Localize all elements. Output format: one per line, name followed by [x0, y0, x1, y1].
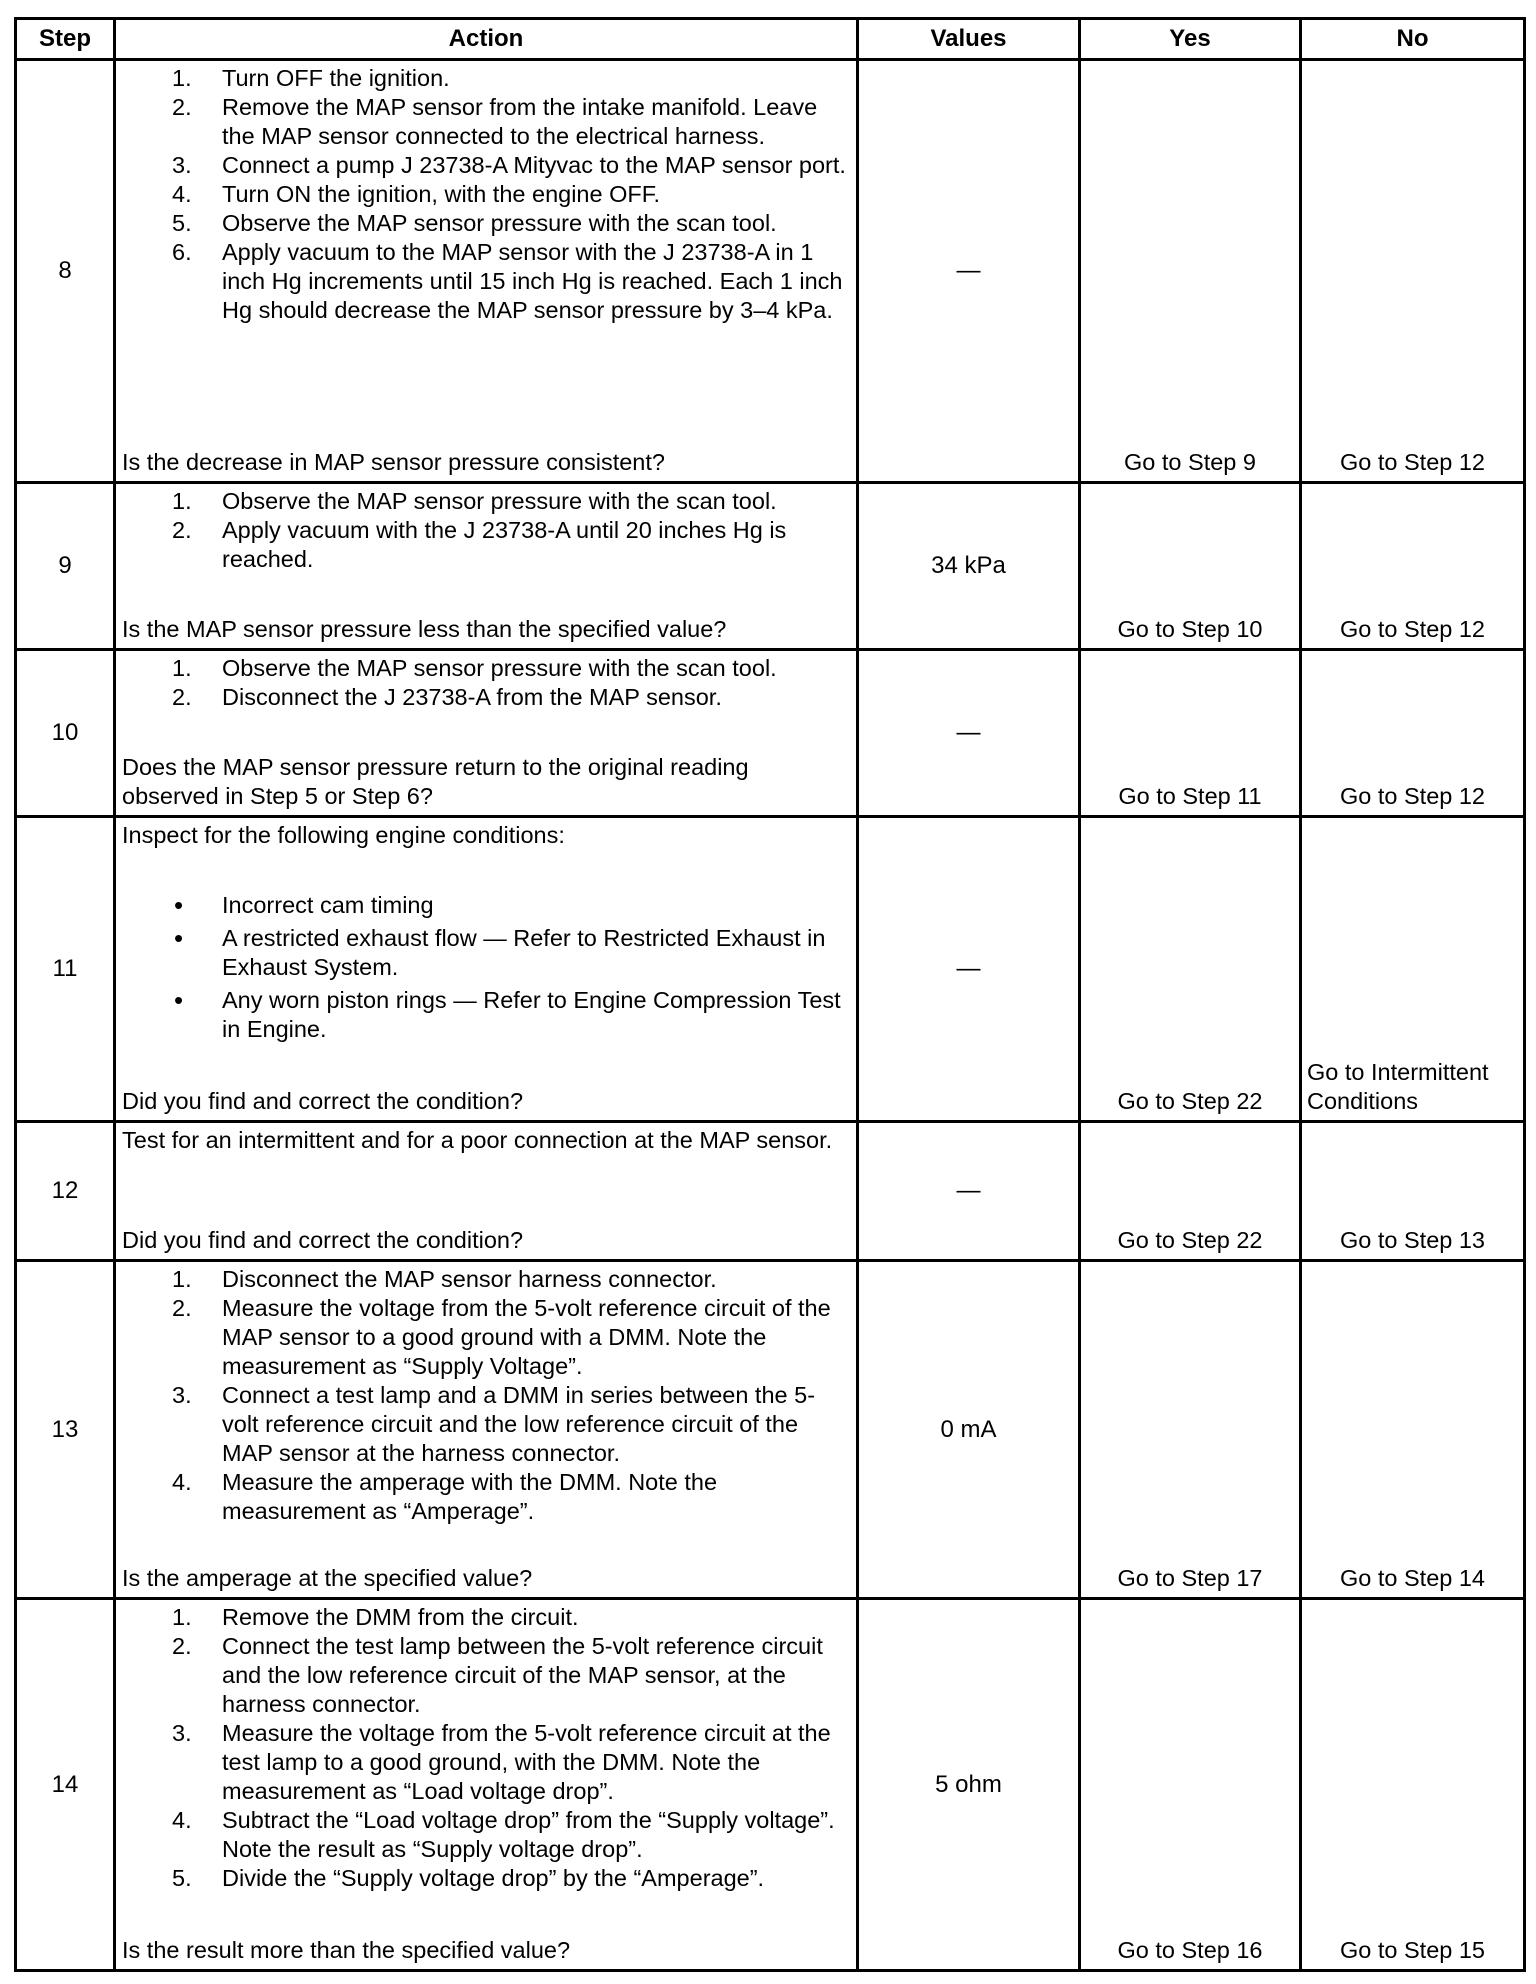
list-item — [122, 986, 850, 1044]
item-number: 1. — [172, 1266, 192, 1292]
item-text: Connect a test lamp and a DMM in series between the 5-volt reference circuit and the low reference circuit of the MAP sensor at the harness connector. — [222, 1382, 816, 1466]
list-item — [122, 1806, 850, 1864]
item-number: 1. — [172, 1604, 192, 1630]
no-cell — [1301, 817, 1525, 1122]
step-number: 12 — [16, 1122, 115, 1261]
no-cell — [1301, 1122, 1525, 1261]
bullet-icon: • — [174, 923, 184, 953]
action-cell — [115, 817, 858, 1122]
no-cell — [1301, 60, 1525, 483]
no-link[interactable]: Go to Step 14 — [1339, 1565, 1486, 1591]
item-number: 3. — [172, 1720, 192, 1746]
action-cell — [115, 483, 858, 650]
no-link[interactable]: Go to Intermittent Conditions — [1307, 1059, 1489, 1114]
item-number: 1. — [172, 655, 192, 681]
item-text: Connect a pump J 23738-A Mityvac to the MAP sensor port. — [222, 152, 846, 178]
item-number: 2. — [172, 94, 192, 120]
no-cell — [1301, 1599, 1525, 1971]
step-number: 13 — [16, 1261, 115, 1599]
action-content — [116, 1123, 856, 1259]
value-cell: — — [858, 817, 1080, 1122]
action-intro: Test for an intermittent and for a poor connection at the MAP sensor. — [122, 1127, 833, 1153]
item-text: Apply vacuum with the J 23738-A until 20 inches Hg is reached. — [222, 517, 787, 572]
action-top — [122, 1603, 850, 1893]
action-question: Does the MAP sensor pressure return to the original reading observed in Step 5 or Step 6? — [122, 754, 749, 809]
item-text: Divide the “Supply voltage drop” by the “Amperage”. — [222, 1865, 765, 1891]
no-cell — [1301, 650, 1525, 817]
action-cell — [115, 1261, 858, 1599]
list-item — [122, 1603, 850, 1632]
table-row — [16, 483, 1525, 650]
value-cell: — — [858, 60, 1080, 483]
item-text: Observe the MAP sensor pressure with the scan tool. — [222, 210, 777, 236]
diagnostic-table — [14, 17, 1526, 1972]
action-question: Is the decrease in MAP sensor pressure consistent? — [122, 449, 665, 475]
yes-cell — [1080, 650, 1301, 817]
yes-link[interactable]: Go to Step 17 — [1117, 1565, 1263, 1591]
item-number: 5. — [172, 1865, 192, 1891]
action-content — [116, 1262, 856, 1597]
header-no: No — [1301, 19, 1525, 60]
no-link[interactable]: Go to Step 13 — [1339, 1227, 1486, 1253]
bullet-icon: • — [174, 985, 184, 1015]
action-top — [122, 821, 850, 1048]
table-row — [16, 1599, 1525, 1971]
table-row — [16, 817, 1525, 1122]
table-row — [16, 60, 1525, 483]
yes-link[interactable]: Go to Step 22 — [1117, 1227, 1263, 1253]
yes-cell — [1080, 1261, 1301, 1599]
item-text: Remove the MAP sensor from the intake manifold. Leave the MAP sensor connected to the electrical harness. — [222, 94, 818, 149]
yes-link[interactable]: Go to Step 10 — [1117, 616, 1263, 642]
action-steps-list — [122, 487, 850, 574]
action-top — [122, 487, 850, 574]
action-content — [116, 61, 856, 481]
header-yes: Yes — [1080, 19, 1301, 60]
item-number: 3. — [172, 152, 192, 178]
action-steps-list — [122, 1603, 850, 1893]
item-text: Any worn piston rings — Refer to Engine Compression Test in Engine. — [222, 987, 841, 1042]
list-item — [122, 1468, 850, 1526]
value-cell: — — [858, 650, 1080, 817]
value-cell: — — [858, 1122, 1080, 1261]
list-item — [122, 180, 850, 209]
action-question: Is the MAP sensor pressure less than the specified value? — [122, 616, 727, 642]
item-text: Subtract the “Load voltage drop” from the “Supply voltage”. Note the result as “Supply voltage drop”. — [222, 1807, 835, 1862]
item-number: 4. — [172, 1469, 192, 1495]
yes-link[interactable]: Go to Step 16 — [1117, 1937, 1263, 1963]
item-number: 4. — [172, 1807, 192, 1833]
action-cell — [115, 1122, 858, 1261]
table-row — [16, 1122, 1525, 1261]
value-cell: 0 mA — [858, 1261, 1080, 1599]
action-steps-list — [122, 654, 850, 712]
yes-cell — [1080, 817, 1301, 1122]
table-row — [16, 650, 1525, 817]
item-number: 1. — [172, 488, 192, 514]
list-item — [122, 1265, 850, 1294]
list-item — [122, 516, 850, 574]
yes-cell — [1080, 1599, 1301, 1971]
action-intro: Inspect for the following engine conditions: — [122, 822, 565, 848]
action-question: Is the amperage at the specified value? — [122, 1565, 533, 1591]
value-cell: 5 ohm — [858, 1599, 1080, 1971]
action-question: Did you find and correct the condition? — [122, 1088, 524, 1114]
step-number: 14 — [16, 1599, 115, 1971]
item-number: 2. — [172, 684, 192, 710]
value-cell: 34 kPa — [858, 483, 1080, 650]
action-top — [122, 654, 850, 712]
item-text: Remove the DMM from the circuit. — [222, 1604, 579, 1630]
list-item — [122, 93, 850, 151]
item-number: 1. — [172, 65, 192, 91]
list-item — [122, 238, 850, 325]
list-item — [122, 1381, 850, 1468]
item-number: 2. — [172, 1633, 192, 1659]
item-text: Measure the voltage from the 5-volt reference circuit of the MAP sensor to a good ground with a DMM. Note the measurement as “Supply Voltage”. — [222, 1295, 831, 1379]
condition-list — [122, 891, 850, 1044]
table-row — [16, 1261, 1525, 1599]
list-item — [122, 891, 850, 920]
list-item — [122, 64, 850, 93]
action-question: Did you find and correct the condition? — [122, 1227, 524, 1253]
no-link[interactable]: Go to Step 15 — [1339, 1937, 1486, 1963]
item-text: A restricted exhaust flow — Refer to Restricted Exhaust in Exhaust System. — [222, 925, 826, 980]
yes-cell — [1080, 60, 1301, 483]
list-item — [122, 1632, 850, 1719]
header-action: Action — [115, 19, 858, 60]
step-number: 11 — [16, 817, 115, 1122]
item-text: Measure the amperage with the DMM. Note the measurement as “Amperage”. — [222, 1469, 718, 1524]
list-item — [122, 151, 850, 180]
list-item — [122, 487, 850, 516]
header-step: Step — [16, 19, 115, 60]
action-cell — [115, 650, 858, 817]
action-content — [116, 484, 856, 648]
item-text: Incorrect cam timing — [222, 892, 434, 918]
action-question: Is the result more than the specified value? — [122, 1937, 571, 1963]
no-link[interactable]: Go to Step 12 — [1339, 449, 1486, 475]
action-content — [116, 651, 856, 815]
list-item — [122, 1719, 850, 1806]
action-top — [122, 1126, 850, 1155]
action-cell — [115, 60, 858, 483]
action-steps-list — [122, 1265, 850, 1526]
header-row — [16, 19, 1525, 60]
step-number: 9 — [16, 483, 115, 650]
yes-link[interactable]: Go to Step 9 — [1124, 449, 1256, 475]
list-item — [122, 683, 850, 712]
item-text: Turn ON the ignition, with the engine OFF. — [222, 181, 661, 207]
no-link[interactable]: Go to Step 12 — [1339, 616, 1486, 642]
step-number: 8 — [16, 60, 115, 483]
bullet-icon: • — [174, 890, 184, 920]
item-text: Connect the test lamp between the 5-volt reference circuit and the low reference circuit of the MAP sensor, at the harness connector. — [222, 1633, 823, 1717]
header-values: Values — [858, 19, 1080, 60]
no-cell — [1301, 1261, 1525, 1599]
item-text: Observe the MAP sensor pressure with the scan tool. — [222, 655, 777, 681]
item-number: 3. — [172, 1382, 192, 1408]
no-link[interactable]: Go to Step 12 — [1339, 783, 1486, 809]
item-text: Turn OFF the ignition. — [222, 65, 450, 91]
item-number: 2. — [172, 517, 192, 543]
list-item — [122, 924, 850, 982]
list-item — [122, 654, 850, 683]
item-text: Apply vacuum to the MAP sensor with the J 23738-A in 1 inch Hg increments until 15 inch Hg is reached. Each 1 inch Hg should decrease the MAP sensor pressure by 3–4 kPa. — [222, 239, 843, 323]
action-top — [122, 1265, 850, 1526]
action-top — [122, 64, 850, 325]
no-cell — [1301, 483, 1525, 650]
item-number: 6. — [172, 239, 192, 265]
list-item — [122, 1294, 850, 1381]
action-steps-list — [122, 64, 850, 325]
action-cell — [115, 1599, 858, 1971]
yes-cell — [1080, 483, 1301, 650]
yes-link[interactable]: Go to Step 11 — [1118, 783, 1262, 809]
yes-link[interactable]: Go to Step 22 — [1117, 1088, 1263, 1114]
action-content — [116, 818, 856, 1120]
step-number: 10 — [16, 650, 115, 817]
list-item — [122, 209, 850, 238]
item-number: 4. — [172, 181, 192, 207]
action-content — [116, 1600, 856, 1969]
item-number: 2. — [172, 1295, 192, 1321]
item-number: 5. — [172, 210, 192, 236]
list-item — [122, 1864, 850, 1893]
item-text: Measure the voltage from the 5-volt reference circuit at the test lamp to a good ground, with the DMM. Note the measurement as “Load voltage drop”. — [222, 1720, 831, 1804]
item-text: Disconnect the MAP sensor harness connector. — [222, 1266, 717, 1292]
yes-cell — [1080, 1122, 1301, 1261]
item-text: Observe the MAP sensor pressure with the scan tool. — [222, 488, 777, 514]
item-text: Disconnect the J 23738-A from the MAP sensor. — [222, 684, 722, 710]
